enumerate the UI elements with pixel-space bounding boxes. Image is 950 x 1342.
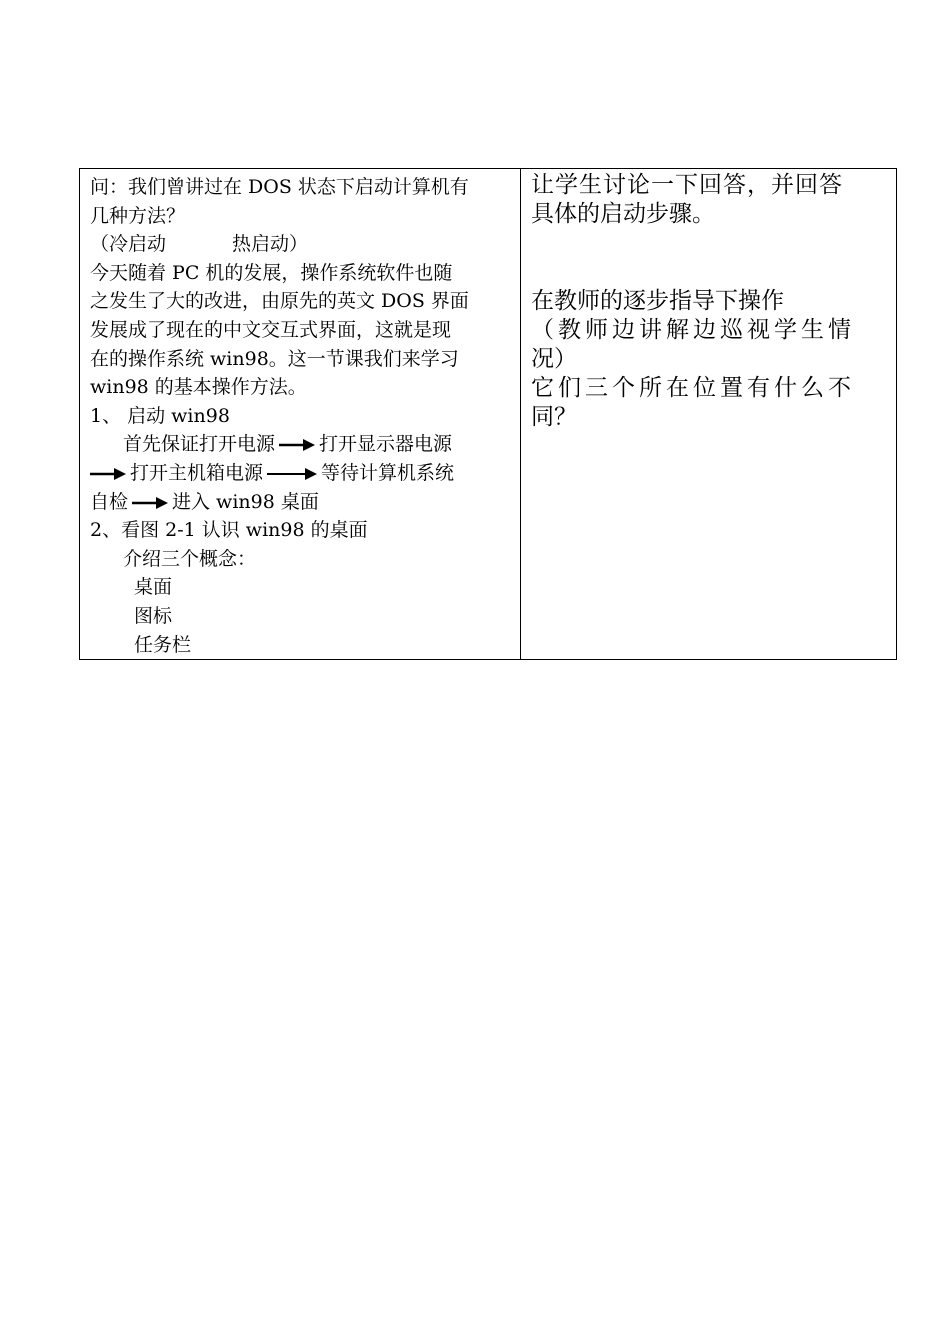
step1-line-2 [90, 459, 512, 488]
arrow-right-icon [132, 496, 168, 510]
student-activity-cell [521, 169, 897, 660]
activity-line-1: 让学生讨论一下回答，并回答 [531, 172, 843, 198]
question-line-2: 几种方法？ [90, 204, 186, 227]
activity-line-2: 具体的启动步骤。 [531, 201, 715, 227]
step1-line-1 [90, 430, 512, 459]
step-power-on: 首先保证打开电源 [123, 433, 276, 456]
teacher-content-cell [80, 169, 521, 660]
step-selftest: 自检 [90, 490, 129, 513]
lesson-table [79, 168, 897, 660]
activity-line-6: 它们三个所在位置有什么不 [531, 375, 855, 401]
warm-start: 热启动） [232, 233, 309, 256]
arrow-right-icon [90, 467, 126, 481]
question-line-1: 问：我们曾讲过在 DOS 状态下启动计算机有 [90, 176, 469, 198]
step-host-power: 打开主机箱电源 [130, 461, 264, 484]
step2-title: 2、看图 2-1 认识 win98 的桌面 [90, 519, 368, 542]
intro-line-4: 在的操作系统 win98。这一节课我们来学习 [90, 347, 459, 370]
step-monitor-power: 打开显示器电源 [319, 433, 453, 456]
startup-methods [90, 230, 512, 259]
step-wait-selftest: 等待计算机系统 [321, 461, 455, 484]
cold-start: （冷启动 [90, 233, 167, 256]
concept-taskbar: 任务栏 [134, 633, 192, 656]
intro-line-1: 今天随着 PC 机的发展，操作系统软件也随 [90, 261, 453, 284]
intro-line-5: win98 的基本操作方法。 [90, 376, 307, 399]
concept-desktop: 桌面 [134, 576, 173, 599]
activity-line-3: 在教师的逐步指导下操作 [531, 288, 784, 314]
concept-icon: 图标 [134, 604, 173, 627]
activity-line-5: 况） [531, 346, 577, 372]
concepts-title: 介绍三个概念： [123, 547, 257, 570]
intro-line-3: 发展成了现在的中文交互式界面，这就是现 [90, 318, 452, 341]
intro-line-2: 之发生了大的改进，由原先的英文 DOS 界面 [90, 290, 469, 313]
arrow-right-icon [267, 467, 317, 481]
step-enter-desktop: 进入 win98 桌面 [172, 490, 319, 513]
step1-title: 1、 启动 win98 [90, 404, 230, 427]
arrow-right-icon [279, 438, 315, 452]
step1-line-3 [90, 488, 512, 517]
activity-line-4: （教师边讲解边巡视学生情 [531, 317, 855, 343]
activity-line-7: 同？ [531, 404, 577, 430]
